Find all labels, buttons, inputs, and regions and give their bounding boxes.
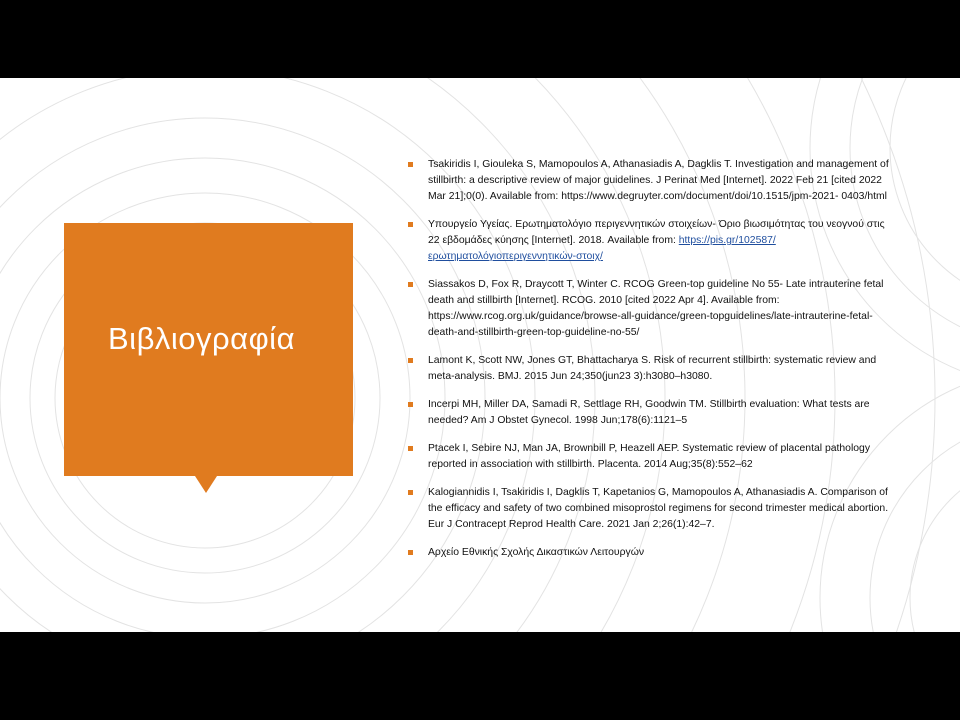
letterbox-top — [0, 0, 960, 78]
reference-text: Tsakiridis I, Giouleka S, Mamopoulos A, Athanasiadis A, Dagklis T. Investigation and management of stillbirth: a descriptive review of major guidelines. J Perinat Med [Internet]. 2022 Feb 21 [cited 2022 Mar 21];0(0). Available from: https://www.degruyter.com/document/doi/10.1515/jpm-2021- 0403/html — [428, 159, 889, 202]
reference-item — [406, 397, 892, 429]
reference-text: Siassakos D, Fox R, Draycott T, Winter C. RCOG Green-top guideline No 55- Late intrauterine fetal death and stillbirth [Internet]. RCOG. 2010 [cited 2022 Apr 4]. Available from: https://www.rcog.org.uk/guidance/browse-all-guidance/green-topguidelines/late-intrauterine-fetal-death-and-stillbirth-green-top-guideline-no-55/ — [428, 279, 884, 338]
slide-title: Βιβλιογραφία — [108, 321, 295, 356]
reference-item — [406, 353, 892, 385]
reference-text: Incerpi MH, Miller DA, Samadi R, Settlage RH, Goodwin TM. Stillbirth evaluation: What tests are needed? Am J Obstet Gynecol. 1998 Jun;178(6):1121–5 — [428, 399, 870, 426]
reference-text: Ptacek I, Sebire NJ, Man JA, Brownbill P, Heazell AEP. Systematic review of placental pathology reported in association with stillbirth. Placenta. 2014 Aug;35(8):552–62 — [428, 443, 871, 470]
reference-item — [406, 277, 892, 341]
bullet-square-icon — [408, 162, 413, 167]
bullet-square-icon — [408, 446, 413, 451]
reference-text: Kalogiannidis I, Tsakiridis I, Dagklis T, Kapetanios G, Mamopoulos A, Athanasiadis A. Comparison of the efficacy and safety of two combined misoprostol regimens for second trimester medical abortion. Eur J Contracept Reprod Health Care. 2021 Jan 2;26(1):42–7. — [428, 487, 889, 530]
reference-item — [406, 157, 892, 205]
title-box-pointer — [195, 476, 217, 493]
reference-item — [406, 485, 892, 533]
reference-text: Αρχείο Εθνικής Σχολής Δικαστικών Λειτουργών — [428, 547, 645, 558]
bullet-square-icon — [408, 358, 413, 363]
bullet-square-icon — [408, 550, 413, 555]
reference-list — [406, 157, 892, 573]
bullet-square-icon — [408, 222, 413, 227]
reference-text: Υπουργείο Υγείας. Ερωτηματολόγιο περιγεννητικών στοιχείων- Όριο βιωσιμότητας του νεογνού στις 22 εβδομάδες κύησης [Internet]. 2018. Available from: — [428, 219, 885, 246]
bullet-square-icon — [408, 402, 413, 407]
slide — [0, 78, 960, 632]
reference-item — [406, 545, 892, 561]
title-box — [64, 223, 353, 476]
reference-text: Lamont K, Scott NW, Jones GT, Bhattacharya S. Risk of recurrent stillbirth: systematic review and meta-analysis. BMJ. 2015 Jun 24;350(jun23 3):h3080–h3080. — [428, 355, 877, 382]
reference-item — [406, 217, 892, 265]
letterbox-bottom — [0, 632, 960, 720]
bullet-square-icon — [408, 490, 413, 495]
bullet-square-icon — [408, 282, 413, 287]
reference-item — [406, 441, 892, 473]
reference-link[interactable]: https://pis.gr/102587/ερωτηματολόγιοπεριγεννητικών-στοιχ/ — [428, 235, 776, 262]
